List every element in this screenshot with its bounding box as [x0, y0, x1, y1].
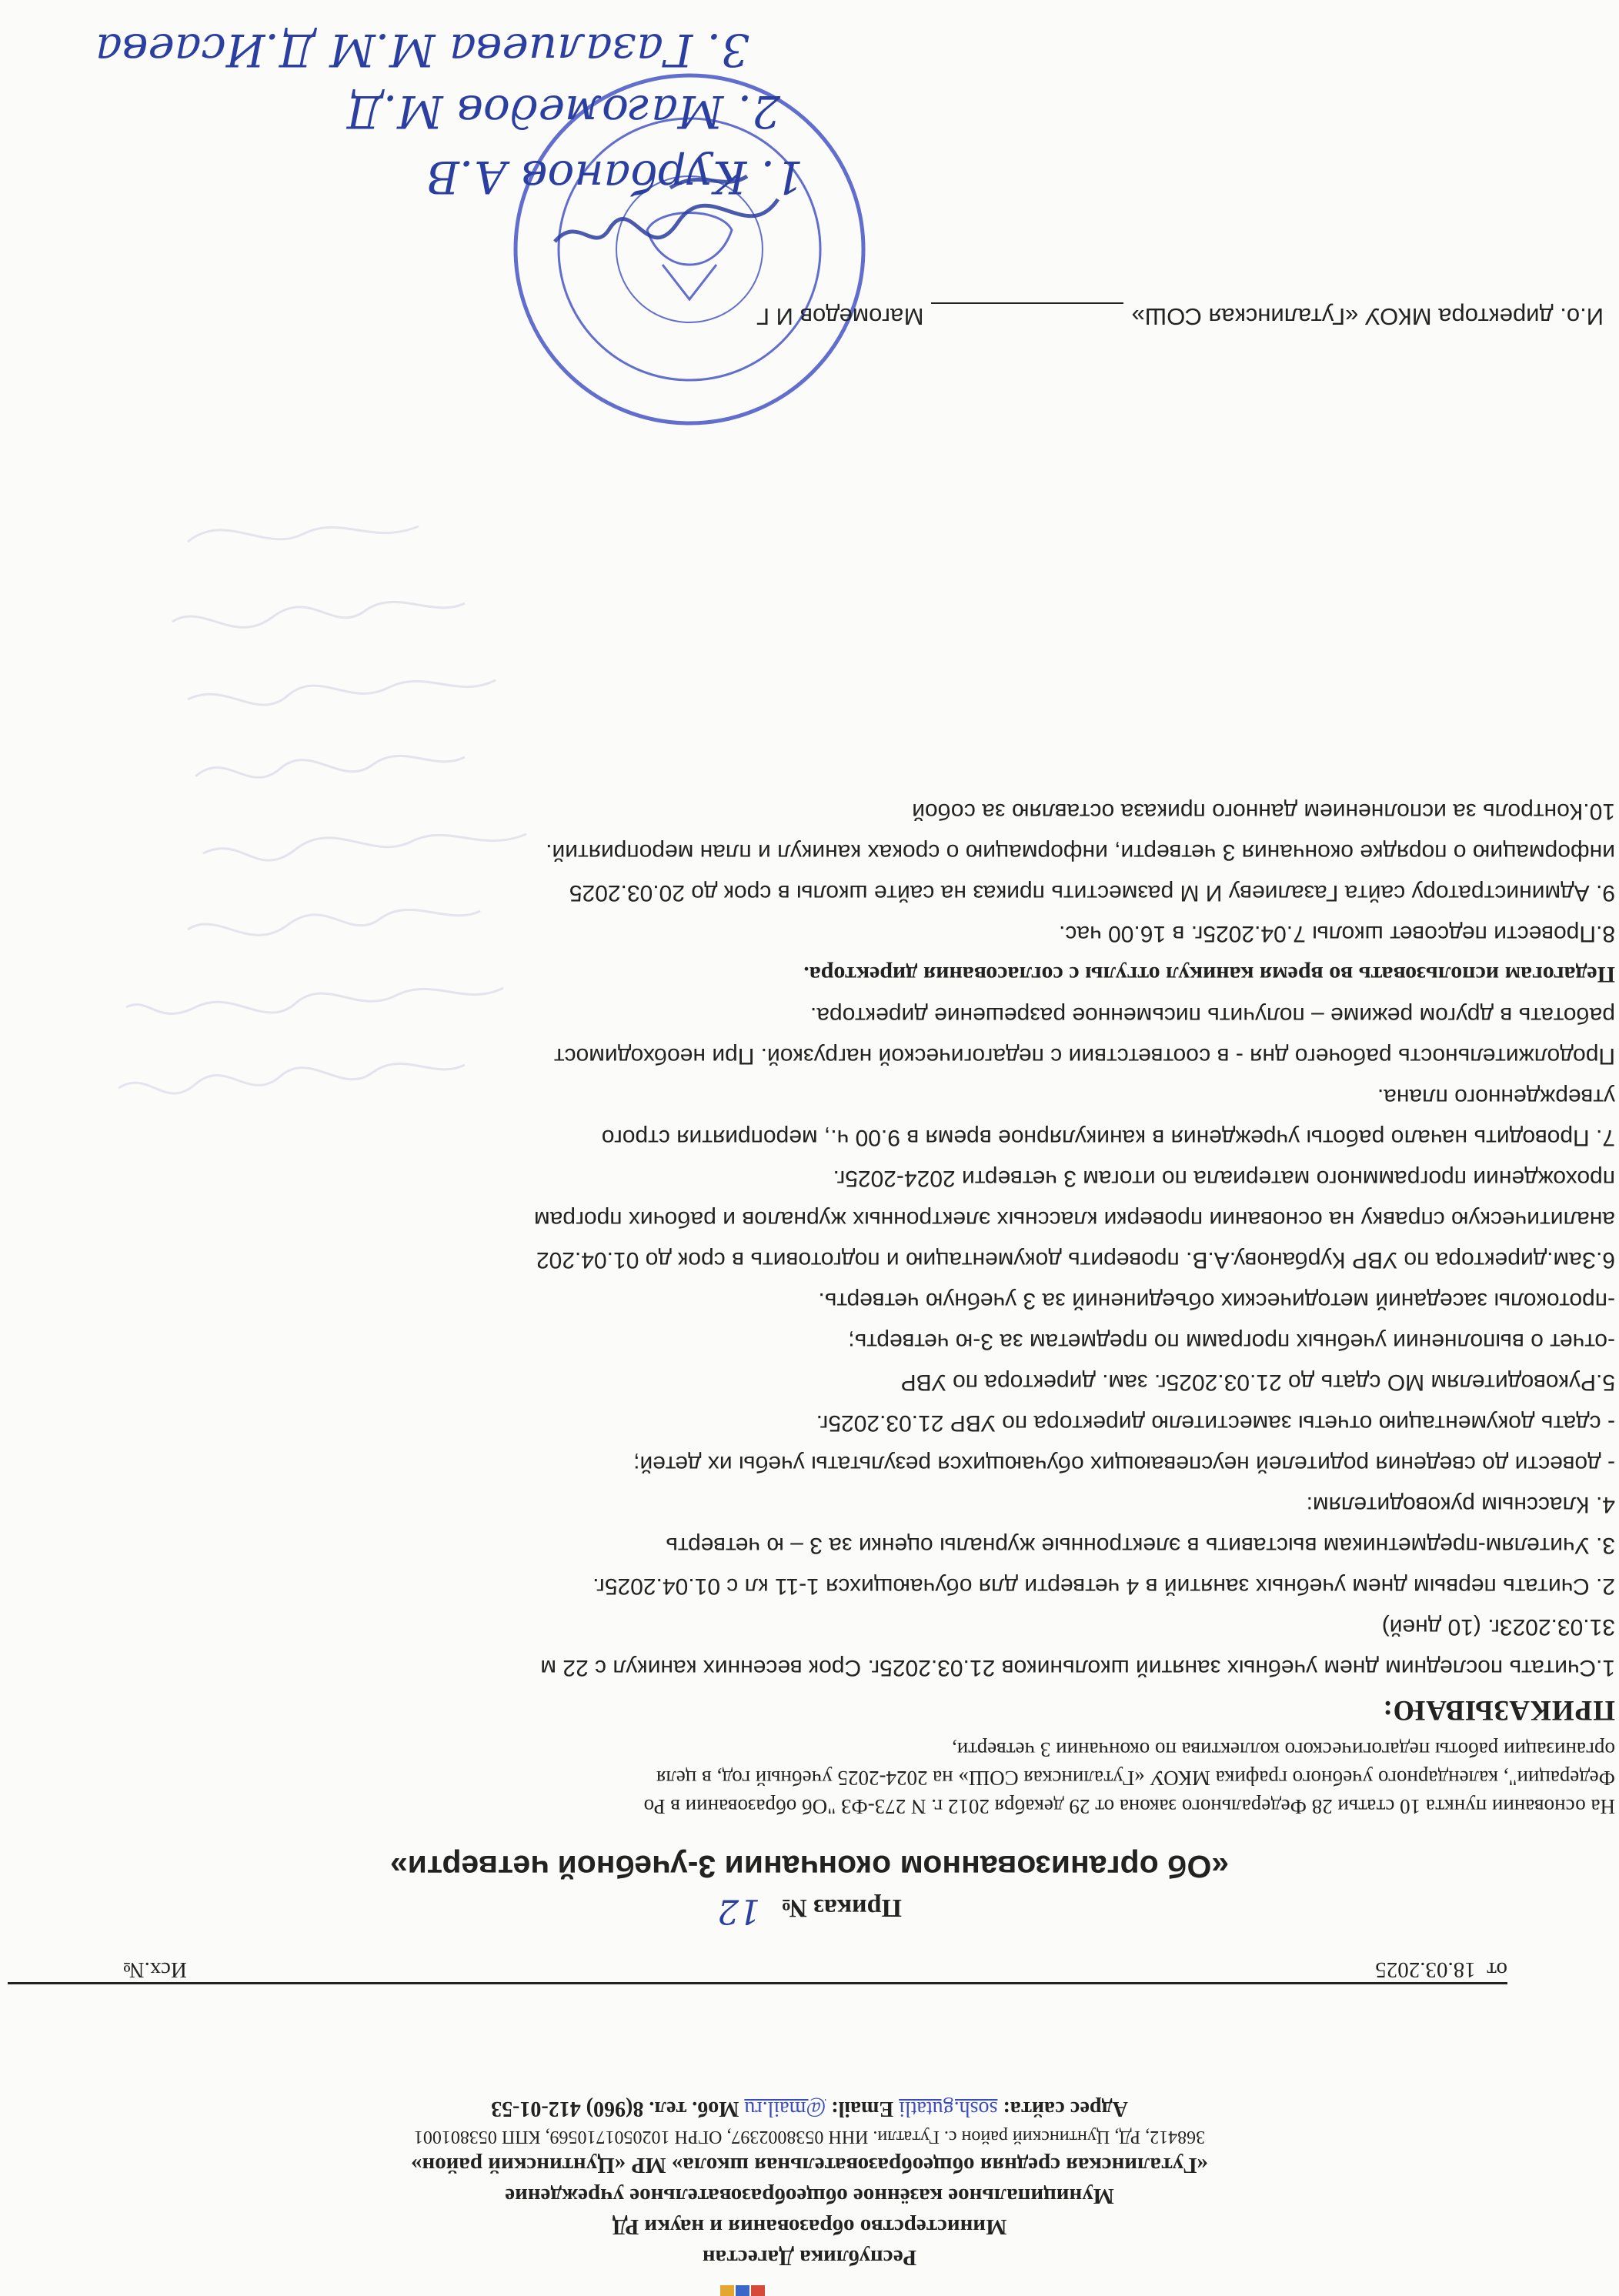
- order-item-line: -отчет о выполнении учебных программ по предметам за 3-ю четверть;: [848, 1329, 1615, 1354]
- outgoing-number: Исх.№: [123, 1957, 187, 1982]
- order-item-line: 1.Считать последним днем учебных занятий школьников 21.03.2025г. Срок весенних каникул с 22 м: [540, 1655, 1615, 1680]
- order-item-line: 10.Контроль за исполнением данного приказа оставляю за собой: [912, 799, 1615, 824]
- order-item-line: 5.Руководителям МО сдать до 21.03.2025г. зам. директора по УВР: [900, 1370, 1615, 1395]
- republic-name: Республика Дагестан: [702, 2245, 917, 2270]
- header-divider: [8, 1982, 1507, 1984]
- order-item-line: 3. Учителям-предметникам выставить в электронные журналы оценки за 3 – ю четверть: [666, 1533, 1615, 1558]
- order-number-label: Приказ №: [780, 1894, 902, 1922]
- order-number-handwritten: 12: [717, 1891, 761, 1931]
- order-item-line: Педагогам использовать во время каникул отгулы с согласования директора.: [803, 962, 1615, 987]
- school-name: «Гуталинская средняя общеобразовательная школа» МР «Цунтинский район»: [411, 2153, 1208, 2178]
- order-title: «Об организованном окончании 3-учебной четверти»: [389, 1849, 1230, 1884]
- order-item-line: 6.Зам.директора по УВР Курбанову.А.В. проверить документацию и подготовить в срок до 01.04.202: [536, 1247, 1615, 1273]
- preamble-line: Федерации", календарного учебного графика МКОУ «Гуталинская СОШ» на 2024-2025 учебный год, в целя: [656, 1767, 1615, 1790]
- handwritten-list: [3, 0, 834, 211]
- site-link[interactable]: sosh.gutatli: [899, 2097, 998, 2121]
- order-item-line: работать в другом режиме – получить письменное разрешение директора.: [810, 1003, 1615, 1028]
- order-item-line: 4. Классным руководителям:: [1306, 1492, 1615, 1517]
- order-item-line: информацию о порядке окончания 3 четверти, информацию о сроках каникул и план мероприятий.: [546, 839, 1615, 865]
- letterhead: [108, 2093, 1511, 2273]
- order-item-line: 9. Администратору сайта Газалиеву И М разместить приказ на сайте школы в срок до 20.03.2025: [569, 880, 1615, 906]
- school-type: Муниципальное казённое общеобразовательное учреждение: [505, 2184, 1114, 2208]
- handwritten-line: 3. Газалиева М.М Д.Исаева: [95, 24, 749, 76]
- order-item-line: - сдать документацию отчеты заместителю директора по УВР 21.03.2025г.: [816, 1410, 1615, 1436]
- order-item-line: 31.03.2023г. (10 дней): [1381, 1614, 1615, 1640]
- signature-line: [931, 302, 1123, 304]
- date-prefix: от: [1487, 1957, 1507, 1982]
- site-label: Адрес сайта:: [1003, 2097, 1128, 2121]
- contacts-line: [108, 2093, 1511, 2124]
- school-requisites: 368412, РД, Цунтинский район с. Гутатли. ИНН 0538002397, ОГРН 1020501710569, КПП 053801001: [413, 2127, 1206, 2147]
- preamble-line: организации работы педагогического коллектива по окончании 3 четверти,: [952, 1738, 1615, 1761]
- preamble-line: На основании пункта 10 статьи 28 Федерального закона от 29 декабря 2012 г. N 273-ФЗ "Об образовании в Ро: [643, 1795, 1615, 1818]
- signer-role: И.о. директора МКОУ «Гуталинская СОШ»: [1131, 303, 1604, 330]
- preamble: [15, 1735, 1615, 1820]
- signer-name: Магомедов И Г: [756, 303, 924, 330]
- phone-label: Моб. тел.: [649, 2097, 739, 2121]
- order-item-line: -протоколы заседаний методических объединений за 3 учебную четверть.: [818, 1288, 1615, 1313]
- date-value: 18.03.2025: [1375, 1957, 1476, 1982]
- signature-block: [756, 302, 1604, 330]
- order-date: [1375, 1957, 1507, 1982]
- order-item-line: 7. Проводить начало работы учреждения в каникулярное время в 9.00 ч., мероприятия строго: [601, 1125, 1615, 1150]
- order-item-line: - довести до сведения родителей неуспевающих обучающихся результаты учебы их детей;: [633, 1451, 1615, 1477]
- handwritten-line: 2. Магомедов М.Д: [346, 85, 780, 138]
- order-item-line: Продолжительность рабочего дня - в соответствии с педагогической нагрузкой. При необходимост: [553, 1043, 1615, 1069]
- decree-heading: ПРИКАЗЫВАЮ:: [1382, 1694, 1615, 1726]
- ministry-name: Министерство образования и науки РД: [612, 2214, 1007, 2239]
- handwritten-line: 1. Курбанов А.В: [426, 151, 803, 203]
- order-items: [0, 791, 1615, 1688]
- order-item-line: 8.Провести педсовет школы 7.04.2025г. в 16.00 час.: [1059, 921, 1615, 946]
- order-item-line: прохождении программного материала по итогам 3 четверти 2024-2025г.: [833, 1166, 1615, 1191]
- order-item-line: утвержденного плана.: [1377, 1084, 1615, 1110]
- order-item-line: аналитическую справку на основании проверки классных электронных журналов и рабочих програм: [534, 1206, 1615, 1232]
- order-number: [0, 1891, 1619, 1931]
- phone-number: 8(960) 412-01-53: [491, 2097, 644, 2121]
- order-item-line: 2. Считать первым днем учебных занятий в 4 четверти для обучающихся 1-11 кл с 01.04.2025г.: [593, 1573, 1615, 1599]
- email-link[interactable]: @mail.ru: [744, 2097, 826, 2121]
- email-label: Email:: [831, 2097, 894, 2121]
- logo: [711, 2285, 765, 2296]
